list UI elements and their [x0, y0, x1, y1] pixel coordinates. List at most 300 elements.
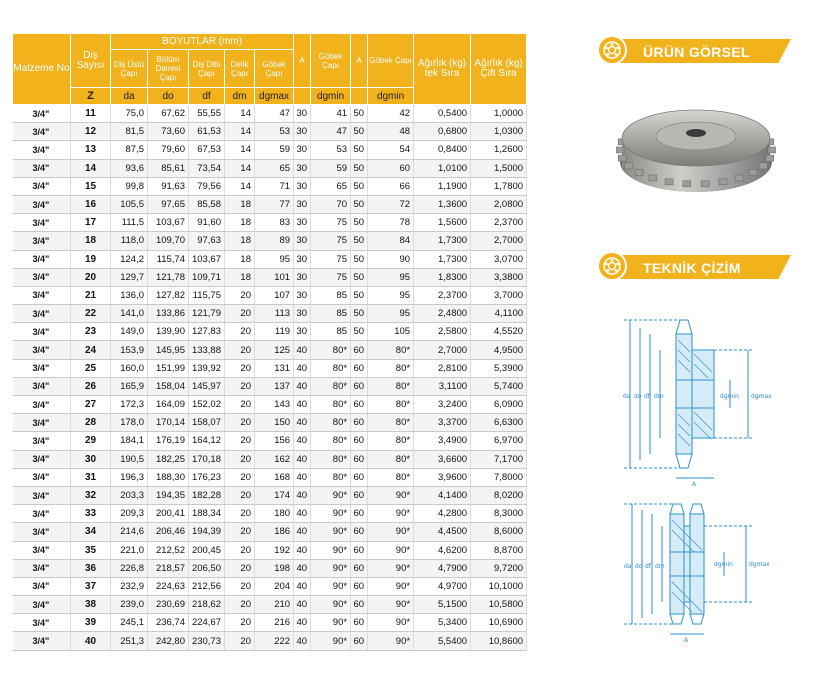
- table-cell: 31: [71, 468, 111, 486]
- table-body: [13, 105, 527, 651]
- table-cell: 3,4900: [414, 432, 471, 450]
- sym-do: do: [148, 88, 189, 105]
- table-cell: 218,57: [148, 559, 189, 577]
- table-cell: 115,75: [189, 286, 225, 304]
- table-cell: 188,30: [148, 468, 189, 486]
- dim-label-da-2: da: [624, 563, 632, 570]
- sprocket-tooth: [625, 163, 633, 169]
- table-cell: 245,1: [111, 614, 148, 632]
- table-cell: 99,8: [111, 177, 148, 195]
- sprocket-tooth: [635, 170, 643, 176]
- table-cell: 164,12: [189, 432, 225, 450]
- table-row: [13, 505, 527, 523]
- table-row: [13, 105, 527, 123]
- table-header: [13, 34, 527, 105]
- table-cell: 10,5800: [471, 596, 527, 614]
- table-cell: 33: [71, 505, 111, 523]
- product-image-ribbon: [597, 35, 797, 65]
- table-cell: 127,82: [148, 286, 189, 304]
- table-cell: 3/4": [13, 596, 71, 614]
- table-cell: 125: [255, 341, 294, 359]
- table-cell: 156: [255, 432, 294, 450]
- table-cell: 8,6000: [471, 523, 527, 541]
- table-cell: 3/4": [13, 141, 71, 159]
- table-cell: 214,6: [111, 523, 148, 541]
- table-cell: 145,95: [148, 341, 189, 359]
- table-cell: 30: [294, 214, 311, 232]
- table-cell: 80*: [368, 432, 414, 450]
- table-cell: 226,8: [111, 559, 148, 577]
- table-row: [13, 396, 527, 414]
- table-cell: 236,74: [148, 614, 189, 632]
- table-cell: 3,2400: [414, 396, 471, 414]
- table-cell: 10,6900: [471, 614, 527, 632]
- table-row: [13, 305, 527, 323]
- table-cell: 80*: [368, 414, 414, 432]
- table-cell: 90*: [311, 541, 351, 559]
- table-cell: 3/4": [13, 541, 71, 559]
- table-cell: 47: [311, 123, 351, 141]
- sym-dgmax: dgmax: [255, 88, 294, 105]
- table-cell: 3,1100: [414, 377, 471, 395]
- table-row: [13, 159, 527, 177]
- table-cell: 2,7000: [471, 232, 527, 250]
- table-cell: 2,3700: [414, 286, 471, 304]
- table-cell: 90*: [368, 541, 414, 559]
- table-cell: 139,90: [148, 323, 189, 341]
- table-cell: 14: [225, 141, 255, 159]
- sprocket-table-wrap: [12, 33, 526, 651]
- table-cell: 79,60: [148, 141, 189, 159]
- sym-da: da: [111, 88, 148, 105]
- table-cell: 30: [294, 286, 311, 304]
- dim-label-a-2: A: [684, 637, 689, 644]
- table-cell: 90*: [368, 632, 414, 650]
- table-cell: 1,1900: [414, 177, 471, 195]
- table-cell: 180: [255, 505, 294, 523]
- table-cell: 200,45: [189, 541, 225, 559]
- table-cell: 221,0: [111, 541, 148, 559]
- table-cell: 30: [294, 323, 311, 341]
- table-cell: 1,7800: [471, 177, 527, 195]
- table-cell: 13: [71, 141, 111, 159]
- table-cell: 30: [294, 105, 311, 123]
- table-cell: 50: [351, 232, 368, 250]
- table-cell: 90*: [368, 614, 414, 632]
- col-teeth: Diş Sayısı: [71, 34, 111, 88]
- table-cell: 50: [351, 195, 368, 213]
- dim-label-df: df: [644, 393, 650, 400]
- table-cell: 42: [368, 105, 414, 123]
- table-cell: 66: [368, 177, 414, 195]
- table-cell: 30: [71, 450, 111, 468]
- table-cell: 53: [311, 141, 351, 159]
- table-cell: 83: [255, 214, 294, 232]
- table-cell: 139,92: [189, 359, 225, 377]
- table-cell: 35: [71, 541, 111, 559]
- table-cell: 127,83: [189, 323, 225, 341]
- product-image-title: ÜRÜN GÖRSEL: [643, 44, 750, 60]
- sprocket-tooth: [749, 170, 757, 176]
- table-cell: 222: [255, 632, 294, 650]
- col-a1: A: [294, 34, 311, 88]
- table-cell: 131: [255, 359, 294, 377]
- table-cell: 3/4": [13, 450, 71, 468]
- table-cell: 20: [225, 341, 255, 359]
- table-cell: 3/4": [13, 359, 71, 377]
- table-row: [13, 486, 527, 504]
- table-cell: 4,7900: [414, 559, 471, 577]
- table-cell: 47: [255, 105, 294, 123]
- table-cell: 5,5400: [414, 632, 471, 650]
- table-cell: 3/4": [13, 159, 71, 177]
- table-cell: 60: [351, 341, 368, 359]
- table-cell: 198: [255, 559, 294, 577]
- table-cell: 90*: [311, 505, 351, 523]
- table-cell: 3/4": [13, 414, 71, 432]
- table-cell: 90*: [368, 559, 414, 577]
- table-cell: 230,69: [148, 596, 189, 614]
- table-cell: 158,07: [189, 414, 225, 432]
- table-cell: 27: [71, 396, 111, 414]
- table-cell: 60: [351, 377, 368, 395]
- col-hub-dia-1: Göbek Çapı: [311, 34, 351, 88]
- table-cell: 15: [71, 177, 111, 195]
- technical-drawing-title: TEKNİK ÇİZİM: [643, 260, 741, 276]
- table-row: [13, 341, 527, 359]
- table-cell: 85: [311, 286, 351, 304]
- table-cell: 3/4": [13, 250, 71, 268]
- table-cell: 4,4500: [414, 523, 471, 541]
- table-cell: 40: [294, 486, 311, 504]
- table-cell: 3/4": [13, 341, 71, 359]
- table-cell: 109,71: [189, 268, 225, 286]
- table-cell: 18: [225, 232, 255, 250]
- table-cell: 200,41: [148, 505, 189, 523]
- dim-label-df-2: df: [645, 563, 651, 570]
- bearing-icon-2: [597, 251, 627, 281]
- table-row: [13, 123, 527, 141]
- table-cell: 3/4": [13, 396, 71, 414]
- table-cell: 194,35: [148, 486, 189, 504]
- table-cell: 26: [71, 377, 111, 395]
- table-cell: 90*: [311, 614, 351, 632]
- table-cell: 242,80: [148, 632, 189, 650]
- table-cell: 30: [294, 177, 311, 195]
- table-cell: 190,5: [111, 450, 148, 468]
- table-cell: 251,3: [111, 632, 148, 650]
- table-cell: 80*: [368, 377, 414, 395]
- table-cell: 72: [368, 195, 414, 213]
- sprocket-tooth: [768, 147, 776, 153]
- table-cell: 50: [351, 105, 368, 123]
- table-cell: 218,62: [189, 596, 225, 614]
- table-cell: 12: [71, 123, 111, 141]
- table-cell: 40: [294, 359, 311, 377]
- table-cell: 145,97: [189, 377, 225, 395]
- table-cell: 75,0: [111, 105, 148, 123]
- table-cell: 71: [255, 177, 294, 195]
- table-cell: 170,14: [148, 414, 189, 432]
- table-cell: 80*: [311, 450, 351, 468]
- table-cell: 8,0200: [471, 486, 527, 504]
- table-cell: 119: [255, 323, 294, 341]
- table-cell: 20: [225, 596, 255, 614]
- col-hub-dia-2: Göbek Çapı: [368, 34, 414, 88]
- table-cell: 80*: [311, 468, 351, 486]
- table-cell: 2,8100: [414, 359, 471, 377]
- sprocket-photo: [616, 100, 776, 210]
- table-cell: 97,63: [189, 232, 225, 250]
- table-cell: 1,7300: [414, 232, 471, 250]
- table-cell: 30: [294, 123, 311, 141]
- dim-label-dm: dm: [654, 393, 664, 400]
- table-cell: 90*: [368, 523, 414, 541]
- table-cell: 20: [225, 286, 255, 304]
- sym-dm: dm: [225, 88, 255, 105]
- table-cell: 30: [294, 232, 311, 250]
- table-cell: 87,5: [111, 141, 148, 159]
- table-cell: 3/4": [13, 323, 71, 341]
- table-cell: 61,53: [189, 123, 225, 141]
- table-cell: 224,67: [189, 614, 225, 632]
- table-cell: 6,6300: [471, 414, 527, 432]
- table-cell: 19: [71, 250, 111, 268]
- table-cell: 0,6800: [414, 123, 471, 141]
- table-cell: 3/4": [13, 377, 71, 395]
- table-cell: 121,79: [189, 305, 225, 323]
- table-cell: 60: [351, 541, 368, 559]
- table-cell: 84: [368, 232, 414, 250]
- table-cell: 85: [311, 323, 351, 341]
- table-cell: 170,18: [189, 450, 225, 468]
- table-cell: 60: [351, 559, 368, 577]
- table-cell: 3/4": [13, 305, 71, 323]
- table-cell: 60: [351, 468, 368, 486]
- table-cell: 20: [225, 614, 255, 632]
- table-cell: 1,2600: [471, 141, 527, 159]
- table-cell: 4,2800: [414, 505, 471, 523]
- table-cell: 18: [225, 214, 255, 232]
- table-cell: 97,65: [148, 195, 189, 213]
- table-cell: 18: [225, 250, 255, 268]
- table-row: [13, 250, 527, 268]
- table-cell: 20: [71, 268, 111, 286]
- table-cell: 40: [294, 632, 311, 650]
- table-row: [13, 541, 527, 559]
- table-cell: 40: [294, 414, 311, 432]
- table-cell: 59: [311, 159, 351, 177]
- table-row: [13, 523, 527, 541]
- table-cell: 73,60: [148, 123, 189, 141]
- table-cell: 206,50: [189, 559, 225, 577]
- table-cell: 20: [225, 414, 255, 432]
- table-cell: 174: [255, 486, 294, 504]
- table-cell: 20: [225, 559, 255, 577]
- table-cell: 2,0800: [471, 195, 527, 213]
- table-cell: 5,7400: [471, 377, 527, 395]
- sprocket-tooth: [701, 181, 709, 187]
- col-a2: A: [351, 34, 368, 88]
- table-cell: 206,46: [148, 523, 189, 541]
- table-cell: 50: [351, 159, 368, 177]
- table-cell: 103,67: [148, 214, 189, 232]
- table-row: [13, 323, 527, 341]
- table-cell: 184,1: [111, 432, 148, 450]
- table-row: [13, 432, 527, 450]
- table-cell: 3,7000: [471, 286, 527, 304]
- table-row: [13, 359, 527, 377]
- table-cell: 133,88: [189, 341, 225, 359]
- table-cell: 73,54: [189, 159, 225, 177]
- table-cell: 80*: [311, 432, 351, 450]
- table-cell: 38: [71, 596, 111, 614]
- table-cell: 30: [294, 195, 311, 213]
- table-cell: 1,0300: [471, 123, 527, 141]
- table-cell: 80*: [311, 377, 351, 395]
- table-cell: 153,9: [111, 341, 148, 359]
- table-cell: 40: [294, 341, 311, 359]
- col-material: Malzeme No: [13, 34, 71, 105]
- table-cell: 194,39: [189, 523, 225, 541]
- table-cell: 25: [71, 359, 111, 377]
- table-cell: 209,3: [111, 505, 148, 523]
- table-cell: 20: [225, 432, 255, 450]
- table-cell: 196,3: [111, 468, 148, 486]
- table-cell: 20: [225, 377, 255, 395]
- table-cell: 0,5400: [414, 105, 471, 123]
- table-cell: 32: [71, 486, 111, 504]
- table-cell: 4,9500: [471, 341, 527, 359]
- table-cell: 23: [71, 323, 111, 341]
- table-cell: 105: [368, 323, 414, 341]
- table-cell: 3,9600: [414, 468, 471, 486]
- table-cell: 212,56: [189, 577, 225, 595]
- table-cell: 1,5000: [471, 159, 527, 177]
- table-cell: 4,1400: [414, 486, 471, 504]
- table-cell: 40: [294, 577, 311, 595]
- table-row: [13, 559, 527, 577]
- table-row: [13, 232, 527, 250]
- sprocket-tooth: [683, 181, 691, 187]
- table-cell: 172,3: [111, 396, 148, 414]
- table-cell: 40: [294, 541, 311, 559]
- table-cell: 111,5: [111, 214, 148, 232]
- table-cell: 85,61: [148, 159, 189, 177]
- table-cell: 67,53: [189, 141, 225, 159]
- table-cell: 28: [71, 414, 111, 432]
- table-cell: 115,74: [148, 250, 189, 268]
- dim-label-dgmax: dgmax: [751, 393, 772, 400]
- table-cell: 2,7000: [414, 341, 471, 359]
- table-row: [13, 177, 527, 195]
- dim-label-da: da: [623, 393, 631, 400]
- table-cell: 107: [255, 286, 294, 304]
- table-cell: 20: [225, 305, 255, 323]
- table-cell: 90: [368, 250, 414, 268]
- table-cell: 60: [351, 577, 368, 595]
- table-cell: 176,23: [189, 468, 225, 486]
- table-row: [13, 268, 527, 286]
- table-cell: 95: [255, 250, 294, 268]
- table-row: [13, 596, 527, 614]
- table-cell: 50: [351, 250, 368, 268]
- dim-label-dgmin: dgmin: [720, 393, 739, 400]
- col-hub-dia: Göbek Çapı: [255, 50, 294, 88]
- sym-blank-1: [294, 88, 311, 105]
- table-cell: 10,1000: [471, 577, 527, 595]
- table-cell: 1,8300: [414, 268, 471, 286]
- table-cell: 90*: [311, 577, 351, 595]
- table-cell: 30: [294, 305, 311, 323]
- table-cell: 36: [71, 559, 111, 577]
- table-cell: 3,3800: [471, 268, 527, 286]
- table-cell: 29: [71, 432, 111, 450]
- table-cell: 186: [255, 523, 294, 541]
- table-cell: 182,28: [189, 486, 225, 504]
- table-cell: 60: [351, 414, 368, 432]
- table-cell: 60: [351, 523, 368, 541]
- table-cell: 136,0: [111, 286, 148, 304]
- table-cell: 40: [294, 596, 311, 614]
- table-cell: 14: [225, 159, 255, 177]
- table-cell: 137: [255, 377, 294, 395]
- table-cell: 30: [294, 250, 311, 268]
- table-cell: 80*: [311, 396, 351, 414]
- table-cell: 90*: [368, 505, 414, 523]
- table-cell: 85,58: [189, 195, 225, 213]
- table-cell: 1,0000: [471, 105, 527, 123]
- table-cell: 40: [294, 559, 311, 577]
- table-cell: 17: [71, 214, 111, 232]
- table-cell: 3,0700: [471, 250, 527, 268]
- table-cell: 152,02: [189, 396, 225, 414]
- table-cell: 75: [311, 232, 351, 250]
- table-cell: 80*: [311, 341, 351, 359]
- table-cell: 113: [255, 305, 294, 323]
- table-cell: 60: [351, 632, 368, 650]
- table-row: [13, 141, 527, 159]
- table-cell: 151,99: [148, 359, 189, 377]
- table-cell: 5,1500: [414, 596, 471, 614]
- table-cell: 50: [351, 268, 368, 286]
- table-cell: 75: [311, 268, 351, 286]
- table-cell: 80*: [368, 396, 414, 414]
- table-cell: 85: [311, 305, 351, 323]
- col-dimensions: BOYUTLAR (mm): [111, 34, 294, 50]
- table-cell: 109,70: [148, 232, 189, 250]
- table-cell: 210: [255, 596, 294, 614]
- table-cell: 91,60: [189, 214, 225, 232]
- sprocket-tooth: [616, 147, 624, 153]
- dim-label-a: A: [692, 481, 697, 488]
- table-cell: 79,56: [189, 177, 225, 195]
- table-cell: 18: [225, 195, 255, 213]
- technical-drawing-bottom: [620, 496, 780, 646]
- table-cell: 160,0: [111, 359, 148, 377]
- table-cell: 239,0: [111, 596, 148, 614]
- table-cell: 3/4": [13, 468, 71, 486]
- sprocket-dimension-table: [12, 33, 527, 651]
- table-cell: 48: [368, 123, 414, 141]
- table-cell: 34: [71, 523, 111, 541]
- table-cell: 3/4": [13, 286, 71, 304]
- col-bore-dia: Delik Çapı: [225, 50, 255, 88]
- table-cell: 129,7: [111, 268, 148, 286]
- table-cell: 20: [225, 359, 255, 377]
- table-cell: 168: [255, 468, 294, 486]
- table-cell: 21: [71, 286, 111, 304]
